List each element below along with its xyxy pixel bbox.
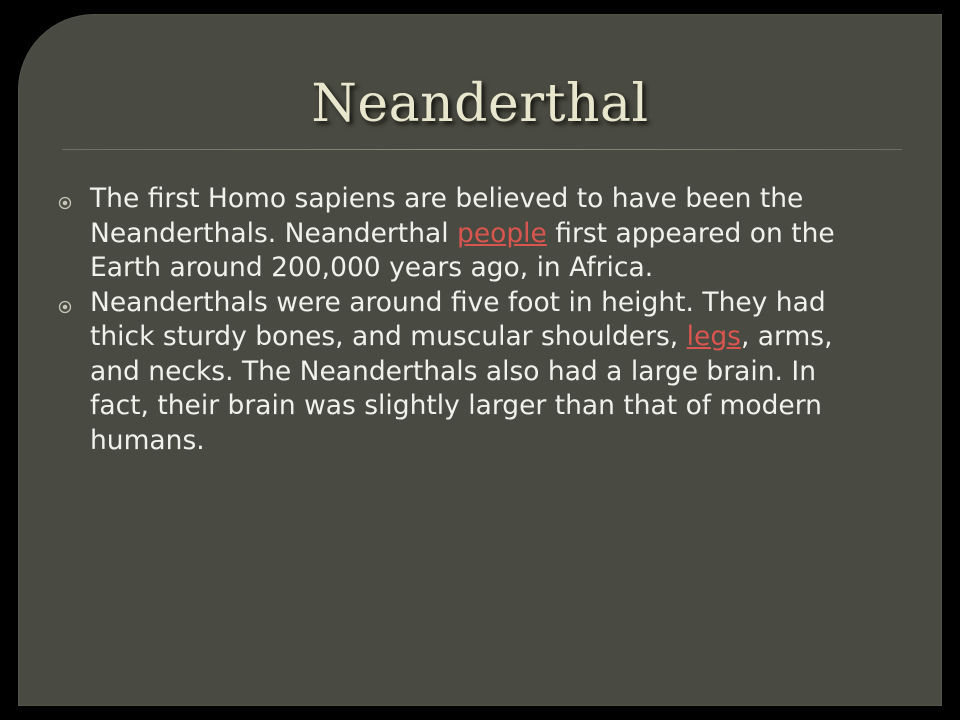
bullet-text [90, 286, 858, 459]
slide-title: Neanderthal [311, 74, 649, 134]
legs-link[interactable]: legs [686, 321, 741, 352]
circled-dot-icon [58, 300, 72, 314]
bullet-text-after: , arms, and necks. The Neanderthals also had a large brain. In fact, their brain was slightly larger than that of modern humans. [90, 321, 833, 456]
bullet-text-before: Neanderthals were around five foot in height. They had thick sturdy bones, and muscular shoulders, [90, 286, 826, 352]
bullet-text-after: first appeared on the Earth around 200,000 years ago, in Africa. [90, 217, 835, 283]
title-divider [62, 149, 902, 150]
slide-content [58, 182, 858, 458]
bullet-item [58, 182, 858, 286]
people-link[interactable]: people [457, 217, 547, 249]
bullet-text [90, 182, 858, 286]
circled-dot-icon [58, 196, 72, 210]
bullet-text-before: The first Homo sapiens are believed to have been the Neanderthals. Neanderthal [90, 183, 804, 249]
bullet-item [58, 286, 858, 459]
